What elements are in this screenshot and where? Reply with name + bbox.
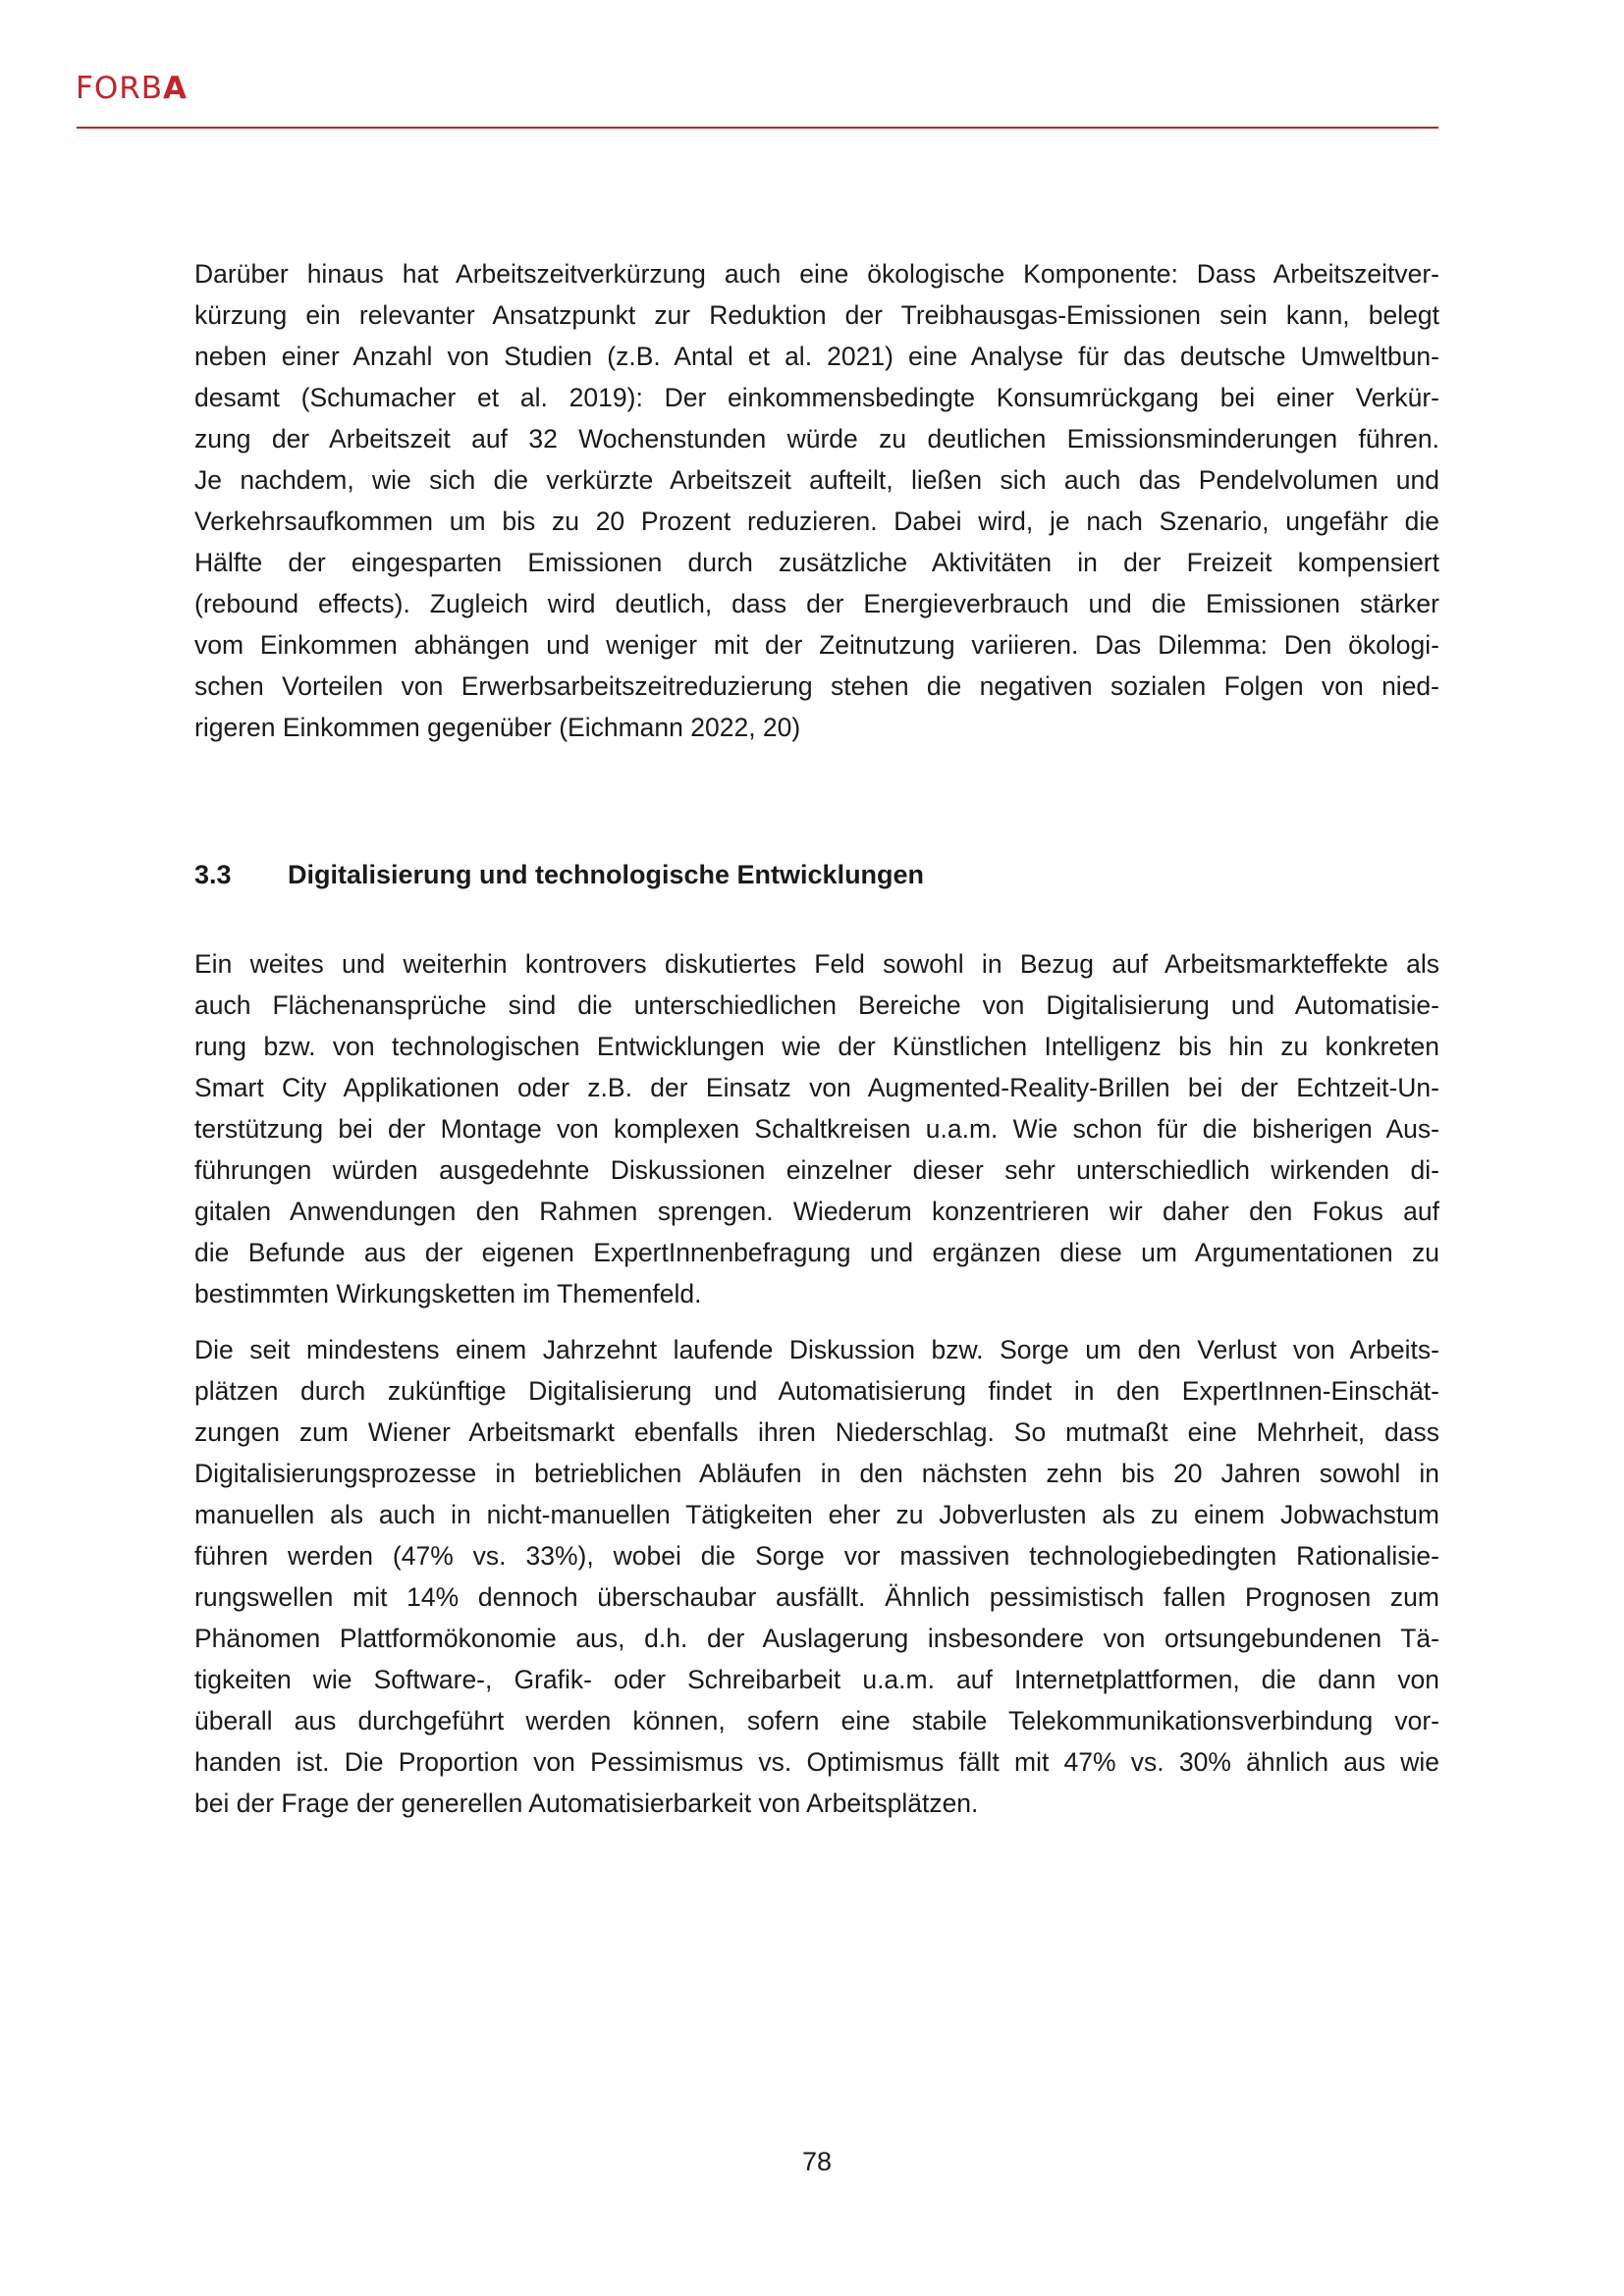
text-line: (rebound effects). Zugleich wird deutlich, dass der Energieverbrauch und die Emissionen stärker: [194, 589, 1439, 618]
text-line: vom Einkommen abhängen und weniger mit der Zeitnutzung variieren. Das Dilemma: Den ökologi-: [194, 630, 1439, 660]
text-line: terstützung bei der Montage von komplexen Schaltkreisen u.a.m. Wie schon für die bisherigen Aus-: [194, 1114, 1439, 1144]
text-line: rigeren Einkommen gegenüber (Eichmann 2022, 20): [194, 713, 801, 742]
text-line: tigkeiten wie Software-, Grafik- oder Schreibarbeit u.a.m. auf Internetplattformen, die dann von: [194, 1665, 1439, 1694]
logo-text: FORB: [76, 71, 164, 106]
text-line: Darüber hinaus hat Arbeitszeitverkürzung auch eine ökologische Komponente: Dass Arbeitszeitver-: [194, 259, 1439, 289]
text-line: Die seit mindestens einem Jahrzehnt laufende Diskussion bzw. Sorge um den Verlust von Arbeits-: [194, 1335, 1439, 1364]
text-line: zungen zum Wiener Arbeitsmarkt ebenfalls ihren Niederschlag. So mutmaßt eine Mehrheit, dass: [194, 1417, 1439, 1447]
text-line: rungswellen mit 14% dennoch überschaubar ausfällt. Ähnlich pessimistisch fallen Prognosen zum: [194, 1582, 1439, 1612]
text-line: die Befunde aus der eigenen ExpertInnenbefragung und ergänzen diese um Argumentationen zu: [194, 1238, 1439, 1267]
text-line: desamt (Schumacher et al. 2019): Der einkommensbedingte Konsumrückgang bei einer Verkür-: [194, 383, 1439, 412]
text-line: führungen würden ausgedehnte Diskussionen einzelner dieser sehr unterschiedlich wirkenden di-: [194, 1155, 1439, 1185]
paragraph-digitalisierung-intro: [194, 943, 1439, 1314]
section-number: 3.3: [194, 860, 232, 889]
logo-text-bold: A: [163, 71, 189, 106]
section-title: Digitalisierung und technologische Entwicklungen: [288, 860, 925, 889]
text-line: bestimmten Wirkungsketten im Themenfeld.: [194, 1279, 702, 1308]
text-line: Verkehrsaufkommen um bis zu 20 Prozent reduzieren. Dabei wird, je nach Szenario, ungefähr die: [194, 507, 1439, 536]
forba-logo: [76, 71, 188, 106]
paragraph-arbeitsplatzverlust: [194, 1329, 1439, 1824]
text-line: Phänomen Plattformökonomie aus, d.h. der Auslagerung insbesondere von ortsungebundenen Tä-: [194, 1624, 1439, 1653]
text-line: neben einer Anzahl von Studien (z.B. Antal et al. 2021) eine Analyse für das deutsche Umweltbun-: [194, 342, 1439, 371]
text-line: bei der Frage der generellen Automatisierbarkeit von Arbeitsplätzen.: [194, 1789, 979, 1818]
text-line: gitalen Anwendungen den Rahmen sprengen. Wiederum konzentrieren wir daher den Fokus auf: [194, 1197, 1439, 1226]
text-line: kürzung ein relevanter Ansatzpunkt zur Reduktion der Treibhausgas-Emissionen sein kann, belegt: [194, 300, 1439, 330]
text-line: handen ist. Die Proportion von Pessimismus vs. Optimismus fällt mit 47% vs. 30% ähnlich aus wie: [194, 1747, 1439, 1777]
header-rule: [77, 127, 1438, 129]
text-line: führen werden (47% vs. 33%), wobei die Sorge vor massiven technologiebedingten Rationalisie-: [194, 1541, 1439, 1571]
text-line: überall aus durchgeführt werden können, sofern eine stabile Telekommunikationsverbindung vor-: [194, 1706, 1439, 1735]
text-line: schen Vorteilen von Erwerbsarbeitszeitreduzierung stehen die negativen sozialen Folgen von nied-: [194, 671, 1439, 701]
text-line: Digitalisierungsprozesse in betrieblichen Abläufen in den nächsten zehn bis 20 Jahren sowohl in: [194, 1459, 1439, 1488]
text-line: zung der Arbeitszeit auf 32 Wochenstunden würde zu deutlichen Emissionsminderungen führen.: [194, 424, 1439, 454]
text-line: manuellen als auch in nicht-manuellen Tätigkeiten eher zu Jobverlusten als zu einem Jobwachstum: [194, 1500, 1439, 1529]
text-line: Smart City Applikationen oder z.B. der Einsatz von Augmented-Reality-Brillen bei der Echtzeit-Un-: [194, 1073, 1439, 1102]
text-line: plätzen durch zukünftige Digitalisierung und Automatisierung findet in den ExpertInnen-Einschät-: [194, 1376, 1439, 1406]
text-line: auch Flächenansprüche sind die unterschiedlichen Bereiche von Digitalisierung und Automatisie-: [194, 990, 1439, 1020]
section-heading: [194, 854, 924, 895]
page-number: 78: [801, 2147, 833, 2176]
text-line: Ein weites und weiterhin kontrovers diskutiertes Feld sowohl in Bezug auf Arbeitsmarkteffekte als: [194, 949, 1439, 979]
paragraph-arbeitszeit-oekologie: [194, 253, 1439, 748]
text-line: Je nachdem, wie sich die verkürzte Arbeitszeit aufteilt, ließen sich auch das Pendelvolumen und: [194, 465, 1439, 495]
text-line: rung bzw. von technologischen Entwicklungen wie der Künstlichen Intelligenz bis hin zu konkreten: [194, 1032, 1439, 1061]
text-line: Hälfte der eingesparten Emissionen durch zusätzliche Aktivitäten in der Freizeit kompensiert: [194, 548, 1439, 577]
